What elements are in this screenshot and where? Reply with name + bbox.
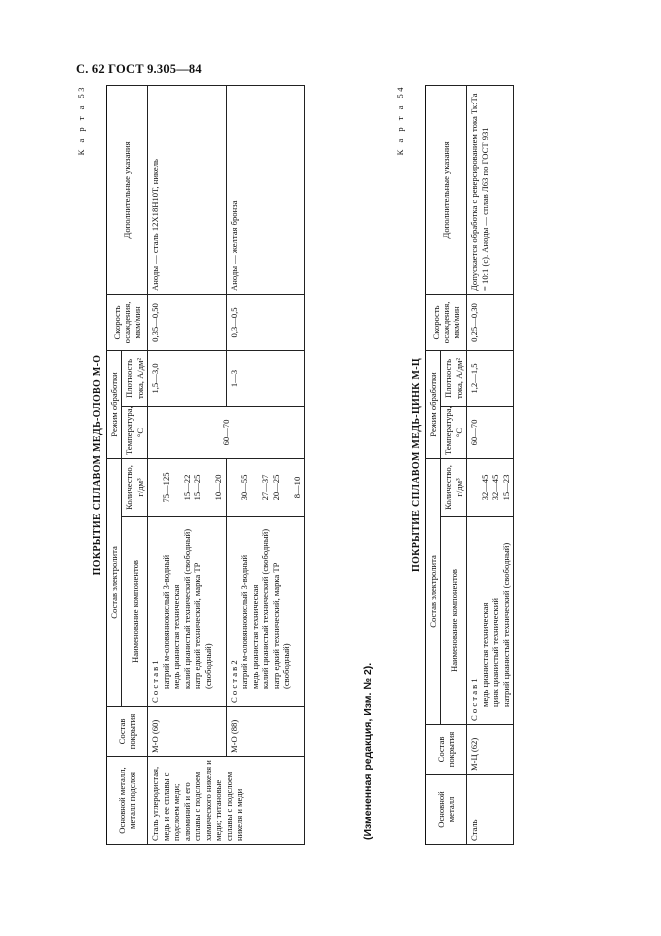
note-cell: Допускается обработка с реверсированием тока Тк:Та = 10:1 (с). Аноды — сплав Л63 по ГОСТ 931 <box>467 86 514 295</box>
quantity: 32—45 <box>490 474 501 501</box>
temperature-cell: 60—70 <box>148 406 305 458</box>
current-density-cell: 1—3 <box>226 350 304 406</box>
header-current-density: Плотность тока, А/дм² <box>122 350 148 406</box>
header-rate: Скорость осаждения, мкм/мин <box>107 294 148 350</box>
current-density-cell: 1,2—1,5 <box>467 350 514 406</box>
components-cell <box>467 517 514 725</box>
coating-cell: М-Ц (62) <box>467 725 514 775</box>
quantity: 30—55 <box>239 474 250 501</box>
header-quantity: Количество, г/дм³ <box>441 458 467 516</box>
amendment-note: (Измененная редакция, Изм. № 2). <box>362 662 374 840</box>
card-53 <box>76 85 338 845</box>
header-current-density: Плотность тока, А/дм² <box>441 350 467 406</box>
header-composition: Состав покрытия <box>426 725 467 775</box>
header-electrolyte: Состав электролита <box>426 458 441 724</box>
header-component-name: Наименование компонентов <box>441 517 467 725</box>
composition-title: С о с т а в 2 <box>228 660 239 703</box>
card-54 <box>395 85 587 845</box>
quantities-cell <box>467 458 514 516</box>
card-53-label: К а р т а 53 <box>76 85 86 156</box>
card-54-title: ПОКРЫТИЕ СПЛАВОМ МЕДЬ-ЦИНК М-Ц <box>411 358 422 572</box>
header-temperature: Температура, °С <box>441 406 467 458</box>
base-metal-cell: Сталь углеродистая, медь и ее сплавы с подслоем меди; алюминий и его сплавы с подслоем химического никеля и меди; титановые сплавы с подслоем никеля и меди <box>148 757 305 845</box>
component: цинк цианистый технический <box>490 598 501 707</box>
page-header: С. 62 ГОСТ 9.305—84 <box>76 62 202 76</box>
card-53-table <box>106 85 305 845</box>
base-metal-cell: Сталь <box>467 775 514 845</box>
quantities-cell <box>226 458 304 516</box>
card-54-label: К а р т а 54 <box>395 85 405 156</box>
header-rate: Скорость осаждения, мкм/мин <box>426 294 467 350</box>
coating-cell: М-О (60) <box>148 707 226 757</box>
header-quantity: Количество, г/дм³ <box>122 458 148 516</box>
rate-cell: 0,3—0,5 <box>226 294 304 350</box>
components-cell <box>148 517 226 707</box>
rate-cell: 0,25—0,30 <box>467 294 514 350</box>
quantity: 20—25 <box>270 474 281 501</box>
header-component-name: Наименование компонентов <box>122 517 148 707</box>
table-row <box>226 86 304 845</box>
component: натрий цианистый технический (свободный) <box>500 542 511 707</box>
component: калий цианистый технический (свободный) <box>181 528 192 689</box>
header-notes: Дополнительные указания <box>426 86 467 295</box>
table-row <box>467 86 514 845</box>
component: медь цианистая техническая <box>479 602 490 707</box>
header-composition: Состав покрытия <box>107 707 148 757</box>
quantity: 27—37 <box>260 474 271 501</box>
rate-cell: 0,35—0,50 <box>148 294 226 350</box>
card-54-table <box>425 85 514 845</box>
component: медь цианистая техническая <box>249 584 260 689</box>
quantity: 15—22 <box>181 474 192 501</box>
header-mode: Режим обработки <box>426 350 441 458</box>
note-cell: Аноды — желтая бронза <box>226 86 304 295</box>
component: натрий м-оловяннокислый 3-водный <box>160 554 171 689</box>
coating-cell: М-О (88) <box>226 707 304 757</box>
quantity: 10—20 <box>213 474 224 501</box>
current-density-cell: 1,5—3,0 <box>148 350 226 406</box>
header-mode: Режим обработки <box>107 350 122 458</box>
component: калий цианистый технический (свободный) <box>260 528 271 689</box>
component: медь цианистая техническая <box>171 584 182 689</box>
composition-title: С о с т а в 1 <box>150 660 161 703</box>
quantity: 15—23 <box>500 474 511 501</box>
header-base-metal: Основной металл <box>426 775 467 845</box>
header-base-metal: Основной металл, металл подслоя <box>107 757 148 845</box>
quantity: 32—45 <box>479 474 490 501</box>
header-notes: Дополнительные указания <box>107 86 148 295</box>
header-electrolyte: Состав электролита <box>107 458 122 706</box>
component: натр едкий технический, марка ТР (свободный) <box>192 562 213 689</box>
note-cell: Аноды — сталь 12Х18Н10Т, никель <box>148 86 226 295</box>
table-row <box>148 86 226 845</box>
composition-title: С о с т а в 1 <box>469 678 480 721</box>
component: натр едкий технический, марка ТР (свободный) <box>270 562 292 689</box>
component: натрий м-оловяннокислый 3-водный <box>239 554 250 689</box>
quantity: 8—10 <box>291 476 302 499</box>
quantity: 15—25 <box>192 474 203 501</box>
quantities-cell <box>148 458 226 516</box>
quantity: 75—125 <box>160 472 171 503</box>
temperature-cell: 60—70 <box>467 406 514 458</box>
components-cell <box>226 517 304 707</box>
card-53-title: ПОКРЫТИЕ СПЛАВОМ МЕДЬ-ОЛОВО М-О <box>92 354 103 576</box>
header-temperature: Температура, °С <box>122 406 148 458</box>
